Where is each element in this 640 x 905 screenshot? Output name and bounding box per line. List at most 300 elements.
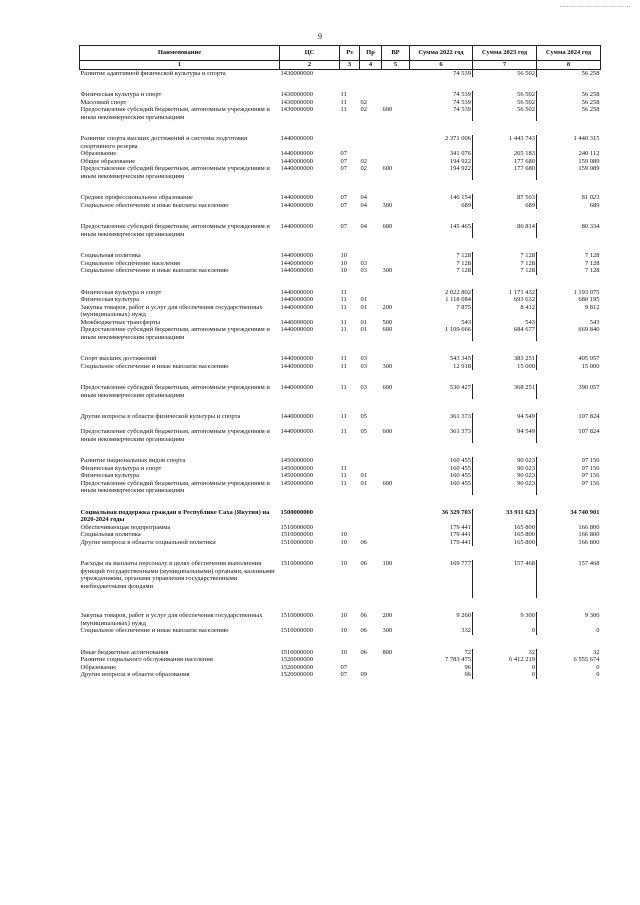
row-sum-2022-cell: 7 128: [410, 260, 473, 268]
spacer-cell: [473, 370, 537, 384]
spacer-cell: [382, 635, 410, 649]
row-sum-2024-cell: 0: [596, 671, 600, 678]
spacer-cell: [473, 443, 537, 457]
spacer-cell: [360, 77, 382, 91]
spacer-cell: [473, 495, 537, 509]
spacer-cell: [537, 341, 601, 355]
row-cs-cell: 1440000000: [280, 252, 313, 259]
spacer-cell: [360, 121, 382, 135]
row-pr-cell: 01: [360, 472, 367, 479]
row-sum-2024-cell: 166 800: [578, 531, 600, 538]
row-sum-2023-cell: 86 814: [473, 223, 537, 238]
spacer-cell: [80, 121, 280, 135]
spacer-cell: [80, 399, 280, 413]
spacer-cell: [80, 238, 280, 252]
row-name-cell: Физическая культура: [80, 296, 140, 303]
spacer-cell: [473, 77, 537, 91]
spacer-cell: [340, 209, 360, 223]
row-vr-cell: 300: [382, 362, 393, 370]
spacer-cell: [360, 275, 382, 289]
row-sum-2024-cell: 669 840: [578, 326, 600, 333]
table-row: [80, 627, 601, 635]
row-vr-cell: [382, 135, 410, 150]
row-rz-cell: 11: [340, 326, 347, 333]
spacer-row: [80, 495, 601, 509]
row-name-cell: Социальная политика: [80, 531, 141, 538]
row-cs-cell: 1440000000: [280, 201, 313, 209]
row-sum-2022-cell: 2 022 802: [410, 289, 473, 297]
row-sum-2023-cell: 693 632: [473, 296, 537, 304]
row-rz-cell: 07: [340, 157, 347, 165]
row-sum-2024-cell: 97 156: [581, 479, 600, 487]
row-sum-2023-cell: 1 171 432: [473, 289, 537, 297]
spacer-cell: [382, 77, 410, 91]
row-cs-cell: 1510000000: [280, 627, 313, 634]
row-sum-2022-cell: 179 441: [410, 539, 473, 547]
spacer-cell: [537, 370, 601, 384]
spacer-cell: [410, 370, 473, 384]
col-number: 1: [80, 61, 280, 70]
spacer-cell: [382, 209, 410, 223]
row-rz-cell: 11: [340, 479, 347, 487]
row-rz-cell: 10: [340, 648, 347, 656]
row-sum-2024-cell: 7 128: [584, 259, 600, 267]
row-vr-cell: [382, 413, 410, 428]
budget-table: [79, 45, 601, 679]
row-name-cell: Предоставление субсидий бюджетным, автономным учреждениям и иным некоммерческим организациям: [80, 428, 270, 443]
row-sum-2024-cell: 97 156: [581, 457, 600, 464]
spacer-cell: [340, 443, 360, 457]
row-pr-cell: 06: [360, 627, 367, 634]
row-vr-cell: [382, 91, 410, 99]
row-cs-cell: 1450000000: [280, 457, 313, 464]
row-name-cell: Социальное обеспечение и иные выплаты населению: [80, 627, 229, 634]
spacer-cell: [360, 341, 382, 355]
row-name-cell: Закупка товаров, работ и услуг для обеспечения государственных (муниципальных) нужд: [80, 612, 263, 627]
row-vr-cell: [382, 664, 410, 672]
row-sum-2022-cell: 169 777: [410, 560, 473, 598]
row-sum-2024-cell: 107 824: [578, 413, 600, 420]
row-rz-cell: 07: [340, 194, 347, 201]
row-sum-2022-cell: 543 345: [410, 355, 473, 363]
table-row: [80, 465, 601, 473]
row-sum-2024-cell: 56 258: [581, 106, 600, 113]
row-vr-cell: 800: [382, 648, 393, 656]
spacer-cell: [382, 341, 410, 355]
row-name-cell: Среднее профессиональное образование: [80, 194, 193, 201]
row-name-cell: Спорт высших достижений: [80, 355, 157, 362]
spacer-cell: [410, 209, 473, 223]
row-sum-2024-cell: 6 555 674: [573, 656, 600, 663]
row-cs-cell: 1510000000: [280, 538, 313, 546]
row-name-cell: Предоставление субсидий бюджетным, автономным учреждениям и иным некоммерческим организациям: [80, 223, 270, 238]
row-sum-2022-cell: 7 875: [410, 304, 473, 319]
spacer-cell: [360, 495, 382, 509]
row-rz-cell: 11: [340, 362, 347, 370]
row-rz-cell: 07: [340, 150, 347, 157]
row-sum-2022-cell: 74 539: [410, 69, 473, 77]
spacer-cell: [537, 443, 601, 457]
row-sum-2023-cell: 94 549: [473, 413, 537, 428]
spacer-cell: [340, 598, 360, 612]
spacer-cell: [280, 341, 340, 355]
row-vr-cell: [382, 69, 410, 77]
row-sum-2024-cell: 56 258: [581, 69, 600, 77]
spacer-cell: [280, 495, 340, 509]
row-sum-2023-cell: 90 023: [473, 457, 537, 465]
row-sum-2024-cell: 405 057: [578, 355, 600, 362]
row-sum-2022-cell: 96: [410, 664, 473, 672]
table-row: [80, 664, 601, 672]
row-pr-cell: 03: [360, 259, 367, 267]
spacer-cell: [537, 275, 601, 289]
row-vr-cell: 600: [382, 165, 393, 172]
spacer-row: [80, 238, 601, 252]
spacer-cell: [360, 598, 382, 612]
row-sum-2022-cell: 36 329 703: [410, 509, 473, 524]
row-cs-cell: 1510000000: [280, 648, 313, 656]
row-name-cell: Другие вопросы в области образования: [80, 671, 190, 678]
row-sum-2022-cell: 146 154: [410, 194, 473, 202]
spacer-cell: [410, 399, 473, 413]
row-vr-cell: [382, 465, 410, 473]
spacer-cell: [382, 238, 410, 252]
row-vr-cell: 100: [382, 560, 393, 567]
row-vr-cell: [382, 99, 410, 107]
row-pr-cell: 03: [360, 355, 367, 362]
spacer-cell: [382, 399, 410, 413]
row-sum-2022-cell: 160 455: [410, 465, 473, 473]
row-name-cell: Физическая культура и спорт: [80, 91, 162, 98]
spacer-cell: [410, 238, 473, 252]
row-vr-cell: [382, 524, 410, 532]
row-sum-2024-cell: 7 128: [584, 252, 600, 259]
row-name-cell: Межбюджетные трансферты: [80, 318, 161, 326]
row-name-cell: Предоставление субсидий бюджетным, автономным учреждениям и иным некоммерческим организациям: [80, 384, 270, 399]
row-sum-2024-cell: 56 258: [581, 98, 600, 106]
row-vr-cell: [382, 472, 410, 480]
table-row: [80, 135, 601, 150]
table-row: [80, 202, 601, 210]
row-cs-cell: 1440000000: [280, 362, 313, 370]
spacer-cell: [80, 209, 280, 223]
row-cs-cell: 1510000000: [280, 531, 313, 538]
row-rz-cell: [340, 457, 360, 465]
spacer-cell: [280, 635, 340, 649]
spacer-cell: [340, 238, 360, 252]
spacer-cell: [473, 399, 537, 413]
top-scan-mark: [560, 6, 630, 7]
row-vr-cell: [382, 355, 410, 363]
table-row: [80, 656, 601, 664]
row-pr-cell: [360, 664, 382, 672]
row-sum-2023-cell: 543: [473, 319, 537, 327]
table-row: [80, 296, 601, 304]
table-row: [80, 150, 601, 158]
spacer-cell: [340, 275, 360, 289]
spacer-cell: [340, 341, 360, 355]
row-cs-cell: 1510000000: [280, 523, 313, 531]
col-header-sum-2022: Сумма 2022 год: [410, 46, 473, 61]
row-cs-cell: 1440000000: [280, 165, 313, 172]
row-name-cell: Социальная политика: [80, 252, 141, 259]
row-pr-cell: [360, 69, 382, 77]
row-rz-cell: 10: [340, 267, 347, 274]
row-sum-2024-cell: 159 089: [578, 157, 600, 165]
row-pr-cell: 01: [360, 479, 367, 487]
col-header-vr: ВР: [382, 46, 410, 61]
row-name-cell: Развитие социального обслуживания населения: [80, 656, 213, 663]
row-sum-2023-cell: 0: [473, 664, 537, 672]
row-sum-2022-cell: 179 441: [410, 524, 473, 532]
table-row: [80, 560, 601, 598]
row-name-cell: Социальная поддержка граждан в Республике Саха (Якутия) на 2020-2024 годы: [80, 508, 270, 523]
col-header-sum-2023: Сумма 2023 год: [473, 46, 537, 61]
spacer-cell: [80, 275, 280, 289]
row-rz-cell: 11: [340, 98, 347, 106]
row-name-cell: Другие вопросы в области физической культуры и спорта: [80, 413, 241, 420]
row-sum-2022-cell: 689: [410, 202, 473, 210]
table-row: [80, 363, 601, 371]
table-row: [80, 355, 601, 363]
col-header-pr: Пр: [360, 46, 382, 61]
row-name-cell: Предоставление субсидий бюджетным, автономным учреждениям и иным некоммерческим организациям: [80, 106, 270, 121]
row-rz-cell: 11: [340, 464, 347, 472]
spacer-cell: [280, 238, 340, 252]
row-sum-2023-cell: 33 911 623: [473, 509, 537, 524]
spacer-row: [80, 77, 601, 91]
row-vr-cell: [382, 509, 410, 524]
row-cs-cell: 1440000000: [280, 135, 313, 142]
spacer-cell: [410, 121, 473, 135]
spacer-cell: [537, 238, 601, 252]
row-sum-2024-cell: 159 089: [578, 165, 600, 172]
spacer-row: [80, 546, 601, 560]
col-header-name: Наименование: [80, 46, 280, 61]
row-cs-cell: 1440000000: [280, 288, 313, 296]
table-row: [80, 304, 601, 319]
row-sum-2024-cell: 680 195: [578, 296, 600, 303]
row-vr-cell: [382, 158, 410, 166]
spacer-cell: [360, 635, 382, 649]
row-cs-cell: 1440000000: [280, 223, 313, 230]
spacer-cell: [340, 399, 360, 413]
row-sum-2023-cell: 94 549: [473, 428, 537, 443]
spacer-row: [80, 370, 601, 384]
row-sum-2024-cell: 80 334: [581, 223, 600, 230]
spacer-cell: [80, 341, 280, 355]
row-vr-cell: 500: [382, 318, 393, 326]
row-cs-cell: 1450000000: [280, 472, 313, 479]
col-header-cs: ЦС: [280, 46, 340, 61]
row-sum-2022-cell: 160 455: [410, 480, 473, 495]
spacer-cell: [360, 209, 382, 223]
row-vr-cell: 600: [382, 326, 393, 333]
col-number: 3: [340, 61, 360, 70]
row-vr-cell: [382, 457, 410, 465]
row-cs-cell: 1440000000: [280, 318, 313, 326]
row-rz-cell: 07: [340, 663, 347, 671]
spacer-cell: [537, 180, 601, 194]
row-vr-cell: 600: [382, 479, 393, 487]
row-cs-cell: 1440000000: [280, 259, 313, 267]
row-rz-cell: 07: [340, 165, 347, 172]
row-sum-2022-cell: 12 918: [410, 363, 473, 371]
table-row: [80, 99, 601, 107]
row-sum-2024-cell: 166 800: [578, 523, 600, 531]
spacer-cell: [537, 77, 601, 91]
row-sum-2023-cell: 165 800: [473, 539, 537, 547]
table-row: [80, 384, 601, 399]
row-sum-2023-cell: 689: [473, 202, 537, 210]
row-name-cell: Социальное обеспечение и иные выплаты населению: [80, 201, 229, 209]
spacer-cell: [340, 180, 360, 194]
row-rz-cell: 11: [340, 296, 347, 303]
spacer-cell: [473, 635, 537, 649]
table-row: [80, 539, 601, 547]
row-sum-2024-cell: 15 000: [581, 362, 600, 370]
row-name-cell: Физическая культура и спорт: [80, 288, 162, 296]
row-sum-2022-cell: 72: [410, 649, 473, 657]
row-name-cell: Социальное обеспечение населения: [80, 259, 181, 267]
row-name-cell: Развитие национальных видов спорта: [80, 457, 186, 464]
row-name-cell: Развитие адаптивной физической культуры и спорта: [80, 69, 226, 77]
row-sum-2022-cell: 179 441: [410, 531, 473, 539]
row-pr-cell: [360, 252, 382, 260]
spacer-cell: [280, 121, 340, 135]
col-number: 6: [410, 61, 473, 70]
row-sum-2022-cell: 361 373: [410, 428, 473, 443]
spacer-cell: [360, 399, 382, 413]
row-cs-cell: 1440000000: [280, 326, 313, 333]
row-sum-2023-cell: 265 183: [473, 150, 537, 158]
spacer-cell: [80, 598, 280, 612]
row-rz-cell: 11: [340, 106, 347, 113]
spacer-cell: [280, 370, 340, 384]
row-cs-cell: 1510000000: [280, 612, 313, 619]
row-cs-cell: 1520000000: [280, 656, 313, 663]
spacer-cell: [340, 121, 360, 135]
row-rz-cell: [340, 135, 360, 150]
row-cs-cell: 1430000000: [280, 98, 313, 106]
row-rz-cell: 11: [340, 428, 347, 435]
row-sum-2024-cell: 7 128: [584, 267, 600, 274]
row-vr-cell: [382, 194, 410, 202]
spacer-cell: [537, 598, 601, 612]
spacer-cell: [473, 598, 537, 612]
row-sum-2022-cell: 7 128: [410, 252, 473, 260]
row-sum-2022-cell: 530 427: [410, 384, 473, 399]
row-sum-2024-cell: 166 800: [578, 538, 600, 546]
row-cs-cell: 1520000000: [280, 663, 313, 671]
column-number-row: [80, 61, 601, 70]
table-row: [80, 509, 601, 524]
row-pr-cell: 01: [360, 296, 367, 303]
row-sum-2023-cell: 0: [473, 627, 537, 635]
spacer-cell: [280, 209, 340, 223]
row-sum-2024-cell: 32: [593, 648, 600, 656]
spacer-cell: [410, 546, 473, 560]
row-pr-cell: 04: [360, 201, 367, 209]
spacer-cell: [537, 495, 601, 509]
col-number: 8: [537, 61, 601, 70]
row-sum-2023-cell: 7 128: [473, 267, 537, 275]
row-cs-cell: 1450000000: [280, 479, 313, 487]
spacer-cell: [537, 635, 601, 649]
row-rz-cell: 10: [340, 538, 347, 546]
row-pr-cell: 09: [360, 671, 367, 678]
spacer-row: [80, 180, 601, 194]
row-sum-2023-cell: 90 023: [473, 472, 537, 480]
row-sum-2022-cell: 96: [410, 671, 473, 679]
row-name-cell: Образование: [80, 663, 117, 671]
row-sum-2024-cell: 107 824: [578, 428, 600, 435]
table-row: [80, 671, 601, 679]
row-rz-cell: 10: [340, 531, 347, 538]
row-pr-cell: 01: [360, 326, 367, 333]
table-row: [80, 457, 601, 465]
spacer-row: [80, 635, 601, 649]
col-number: 7: [473, 61, 537, 70]
row-sum-2022-cell: 7 783 475: [410, 656, 473, 664]
spacer-cell: [340, 495, 360, 509]
spacer-cell: [410, 635, 473, 649]
spacer-cell: [280, 598, 340, 612]
row-vr-cell: 200: [382, 612, 393, 619]
spacer-cell: [280, 180, 340, 194]
row-cs-cell: 1430000000: [280, 91, 313, 98]
col-number: 4: [360, 61, 382, 70]
spacer-cell: [410, 598, 473, 612]
row-name-cell: Предоставление субсидий бюджетным, автономным учреждениям и иным некоммерческим организациям: [80, 326, 270, 341]
row-name-cell: Закупка товаров, работ и услуг для обеспечения государственных (муниципальных) нужд: [80, 303, 263, 318]
row-vr-cell: [382, 150, 410, 158]
row-rz-cell: 10: [340, 259, 347, 267]
row-sum-2022-cell: 1 118 084: [410, 296, 473, 304]
spacer-cell: [473, 341, 537, 355]
row-sum-2024-cell: 157 468: [578, 560, 600, 567]
row-name-cell: Другие вопросы в области социальной политики: [80, 538, 216, 546]
row-vr-cell: [382, 531, 410, 539]
row-sum-2023-cell: 7 128: [473, 252, 537, 260]
spacer-cell: [360, 370, 382, 384]
row-sum-2024-cell: 9 812: [584, 303, 600, 311]
row-pr-cell: 01: [360, 318, 367, 326]
table-row: [80, 326, 601, 341]
row-sum-2023-cell: 0: [473, 671, 537, 679]
spacer-cell: [360, 443, 382, 457]
row-vr-cell: [382, 296, 410, 304]
table-row: [80, 223, 601, 238]
row-sum-2022-cell: 9 260: [410, 612, 473, 627]
row-sum-2023-cell: 56 502: [473, 99, 537, 107]
row-cs-cell: 1440000000: [280, 157, 313, 165]
row-cs-cell: 1440000000: [280, 428, 313, 435]
row-sum-2023-cell: 177 680: [473, 165, 537, 180]
row-pr-cell: 06: [360, 612, 367, 619]
table-row: [80, 194, 601, 202]
row-name-cell: Развитие спорта высших достижений и системы подготовки спортивного резерва: [80, 135, 248, 150]
spacer-cell: [410, 495, 473, 509]
spacer-row: [80, 209, 601, 223]
table-row: [80, 289, 601, 297]
table-row: [80, 472, 601, 480]
row-sum-2023-cell: 9 300: [473, 612, 537, 627]
row-sum-2024-cell: 1 440 315: [573, 135, 600, 142]
table-body: [80, 69, 601, 679]
spacer-cell: [340, 635, 360, 649]
table-row: [80, 480, 601, 495]
